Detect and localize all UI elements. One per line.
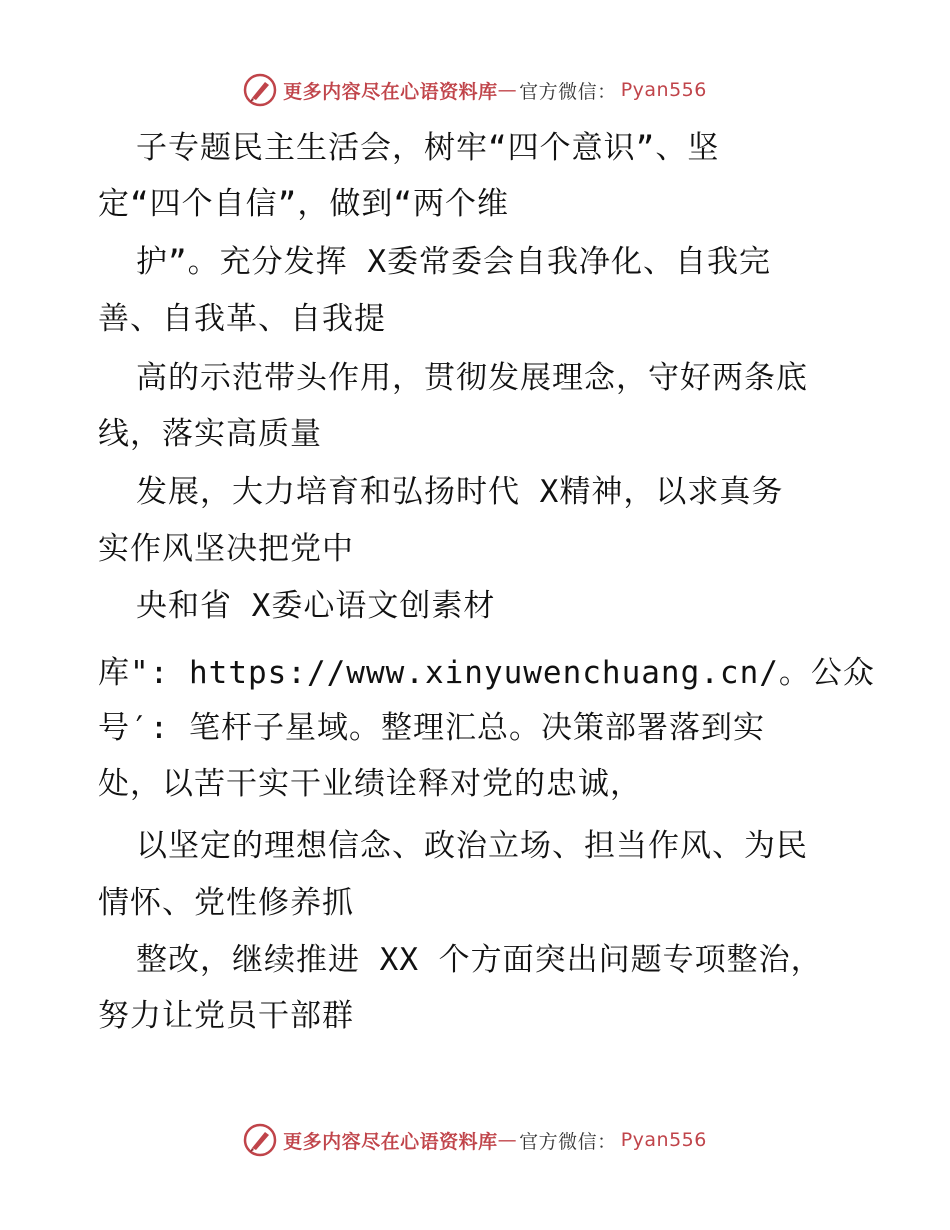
banner-wechat-id: Pyan556 (620, 79, 707, 101)
banner-wechat-id: Pyan556 (620, 1129, 707, 1151)
banner-slogan: 更多内容尽在心语资料库 (283, 1130, 498, 1153)
banner-wechat-label: 官方微信： (519, 1130, 617, 1153)
doc-line: 央和省 X委心语文创素材 (136, 588, 496, 624)
doc-line: 以坚定的理想信念、政治立场、担当作风、为民 (136, 828, 808, 864)
doc-line: 努力让党员干部群 (98, 998, 354, 1034)
doc-line: 情怀、党性修养抓 (98, 885, 354, 921)
doc-line: 善、自我革、自我提 (98, 301, 386, 337)
doc-line: 号′: 笔杆子星域。整理汇总。决策部署落到实 (98, 710, 765, 746)
doc-line: 整改，继续推进 XX 个方面突出问题专项整治， (136, 942, 823, 978)
doc-line: 线，落实高质量 (98, 416, 322, 452)
banner-dash: — (497, 1129, 518, 1151)
header-banner (0, 70, 950, 110)
footer-banner (0, 1120, 950, 1160)
doc-line: 发展，大力培育和弘扬时代 X精神，以求真务 (136, 474, 784, 510)
doc-line: 定“四个自信”，做到“两个维 (98, 186, 509, 222)
quill-pen-logo-icon (243, 1123, 277, 1157)
doc-line: 护”。充分发挥 X委常委会自我净化、自我完 (136, 244, 771, 280)
doc-line: 处，以苦干实干业绩诠释对党的忠诚， (98, 766, 642, 802)
banner-wechat-label: 官方微信： (519, 80, 617, 103)
doc-line: 高的示范带头作用，贯彻发展理念，守好两条底 (136, 360, 808, 396)
banner-slogan: 更多内容尽在心语资料库 (283, 80, 498, 103)
doc-line: 实作风坚决把党中 (98, 531, 354, 567)
doc-line: 子专题民主生活会，树牢“四个意识”、坚 (136, 130, 720, 166)
quill-pen-logo-icon (243, 73, 277, 107)
banner-dash: — (497, 79, 518, 101)
doc-line: 库": https://www.xinyuwenchuang.cn/。公众 (98, 655, 875, 691)
